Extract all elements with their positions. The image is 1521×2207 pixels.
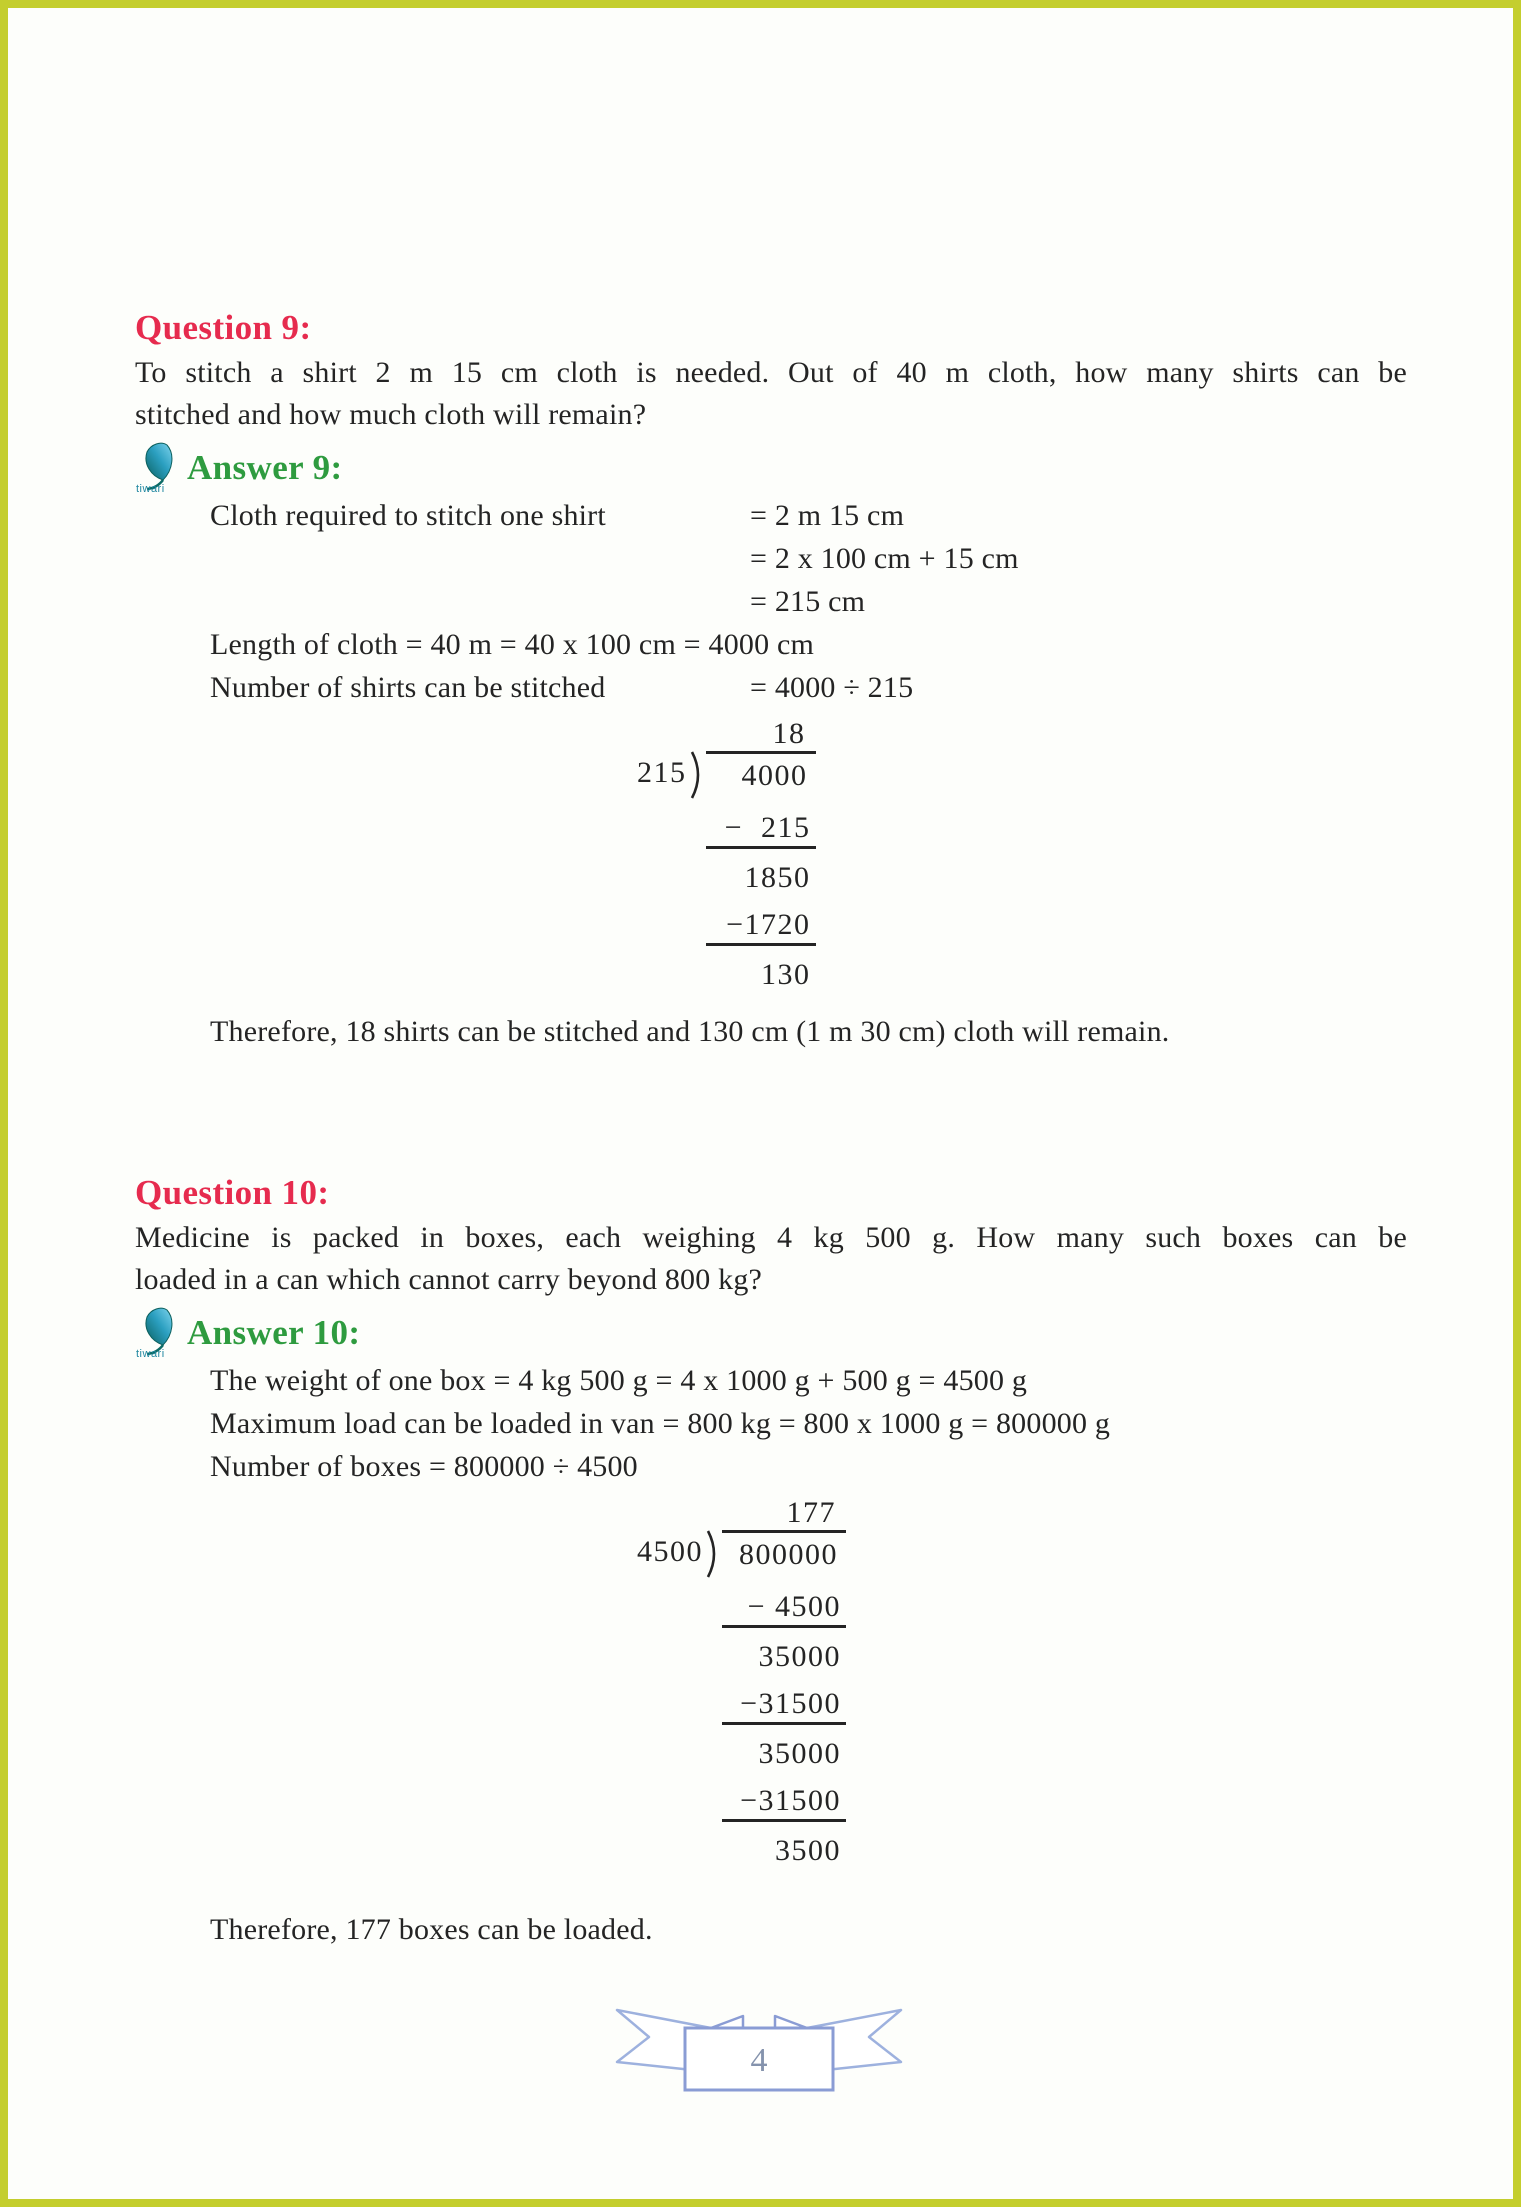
work-row xyxy=(210,666,1407,709)
tiwari-leaf-icon xyxy=(135,442,179,494)
division-step: −1720 xyxy=(706,909,816,946)
division-quotient: 18 xyxy=(772,717,806,750)
work-row xyxy=(210,580,1407,623)
division-divisor-cell xyxy=(637,751,706,799)
answer-line: The weight of one box = 4 kg 500 g = 4 x 1000 g + 500 g = 4500 g xyxy=(210,1364,1028,1397)
answer-line: Maximum load can be loaded in van = 800 kg = 800 x 1000 g = 800000 g xyxy=(210,1407,1111,1440)
division-divisor-cell xyxy=(637,1530,722,1578)
tiwari-leaf-icon xyxy=(135,1307,179,1359)
division-remainder: 3500 xyxy=(775,1834,841,1867)
answer-9-heading: Answer 9: xyxy=(187,448,343,487)
work-label: Cloth required to stitch one shirt xyxy=(210,499,606,532)
page-number-ribbon xyxy=(123,2006,1395,2098)
work-value: = 4000 ÷ 215 xyxy=(750,671,914,704)
tiwari-logo-caption: tiwari xyxy=(136,483,165,494)
division-bracket-icon xyxy=(706,1530,721,1578)
division-step: −31500 xyxy=(722,1688,846,1725)
work-row xyxy=(210,494,1407,537)
answer-10-body xyxy=(210,1359,1407,1488)
work-row xyxy=(210,537,1407,580)
division-divisor: 215 xyxy=(637,756,687,789)
division-quotient: 177 xyxy=(786,1496,836,1529)
question-9-text xyxy=(135,352,1407,436)
question-9-text-line2: stitched and how much cloth will remain? xyxy=(135,398,647,431)
work-label xyxy=(210,537,750,580)
question-10-text xyxy=(135,1217,1407,1301)
long-division-q9 xyxy=(637,717,816,993)
answer-10-heading-row xyxy=(135,1307,1407,1359)
division-remainder: 130 xyxy=(761,958,811,991)
question-9-heading: Question 9: xyxy=(135,308,312,347)
page-number: 4 xyxy=(750,2042,768,2079)
division-dividend: 4000 xyxy=(706,751,816,799)
answer-9-body xyxy=(210,494,1407,709)
work-value: = 215 cm xyxy=(750,585,866,618)
question-9-section xyxy=(135,308,1407,1053)
answer-9-heading-row xyxy=(135,442,1407,494)
division-step: −31500 xyxy=(722,1785,846,1822)
length-line: Length of cloth = 40 m = 40 x 100 cm = 4000 cm xyxy=(210,628,815,661)
page-content xyxy=(8,8,1513,2098)
work-label xyxy=(210,580,750,623)
division-step: 35000 xyxy=(758,1640,841,1673)
division-step: 35000 xyxy=(758,1737,841,1770)
work-label: Number of shirts can be stitched xyxy=(210,671,606,704)
division-step: − 215 xyxy=(706,812,816,849)
question-9-text-line1: To stitch a shirt 2 m 15 cm cloth is needed. Out of 40 m cloth, how many shirts can be xyxy=(135,356,1407,389)
question-10-heading: Question 10: xyxy=(135,1173,330,1212)
question-10-section xyxy=(135,1173,1407,1951)
tiwari-logo-caption: tiwari xyxy=(136,1348,165,1359)
answer-10-conclusion: Therefore, 177 boxes can be loaded. xyxy=(210,1913,653,1946)
ribbon-banner-icon xyxy=(609,2006,909,2098)
answer-9-conclusion: Therefore, 18 shirts can be stitched and 130 cm (1 m 30 cm) cloth will remain. xyxy=(210,1015,1170,1048)
work-value: = 2 x 100 cm + 15 cm xyxy=(750,542,1019,575)
question-10-text-line1: Medicine is packed in boxes, each weighing 4 kg 500 g. How many such boxes can be xyxy=(135,1221,1407,1254)
division-step: − 4500 xyxy=(722,1591,846,1628)
answer-line: Number of boxes = 800000 ÷ 4500 xyxy=(210,1450,638,1483)
long-division-q10 xyxy=(637,1496,846,1869)
division-bracket-icon xyxy=(690,751,705,799)
division-dividend: 800000 xyxy=(722,1530,846,1578)
division-step: 1850 xyxy=(744,861,811,894)
answer-10-heading: Answer 10: xyxy=(187,1313,361,1352)
work-value: = 2 m 15 cm xyxy=(750,499,905,532)
division-divisor: 4500 xyxy=(637,1535,703,1568)
question-10-text-line2: loaded in a can which cannot carry beyond 800 kg? xyxy=(135,1263,763,1296)
